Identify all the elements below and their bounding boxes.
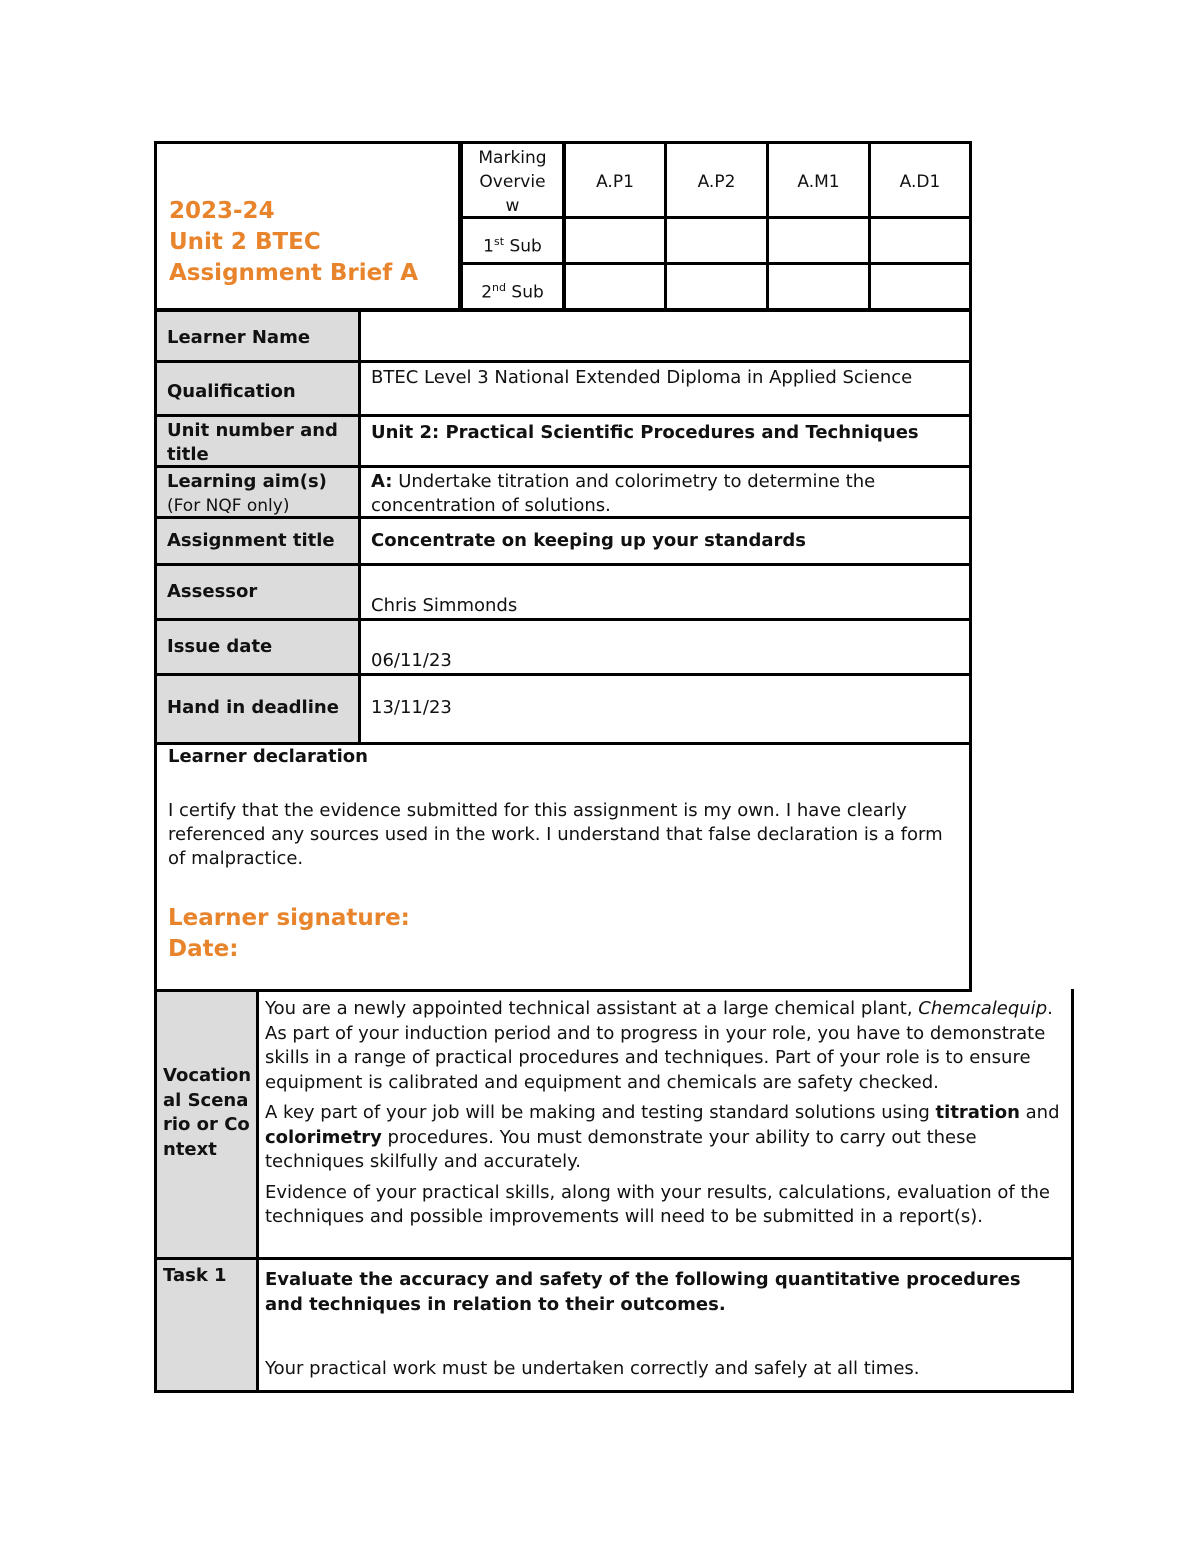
scenario-paragraph-1: You are a newly appointed technical assistant at a large chemical plant, Chemcalequip. As part of your induction period and to progress in your role, you have to demonstrate skills in a range of practical procedures and techniques. Part of your role is to ensure equipment is calibrated and equipment and chemicals are safety checked. [265,998,1053,1093]
scenario-paragraph-2: A key part of your job will be making and testing standard solutions using titration and colorimetry procedures. You must demonstrate your ability to carry out these techniques skilfully and accurately. [265,1102,1060,1172]
learning-aims-value: A: Undertake titration and colorimetry to determine the concentration of solutions. [358,465,972,519]
learner-signature-label[interactable]: Learner signature: [168,905,410,931]
criteria-am1: A.M1 [766,141,871,219]
second-sub-ap2-cell[interactable] [664,262,769,311]
brief-title: Assignment Brief A [169,260,419,286]
unit-number-value: Unit 2: Practical Scientific Procedures and Techniques [358,414,972,468]
second-submission-label: 2nd Sub [460,262,565,311]
task1-heading: Evaluate the accuracy and safety of the following quantitative procedures and techniques in relation to their outcomes. [265,1269,1021,1315]
scenario-content [256,989,1074,1260]
learning-aims-label: Learning aim(s) (For NQF only) [154,465,361,519]
marking-overview-label: Marking Overvie w [460,141,565,219]
task1-label: Task 1 [163,1265,227,1286]
first-sub-ap1-cell[interactable] [563,216,667,265]
second-sub-ad1-cell[interactable] [868,262,972,311]
assessor-value: Chris Simmonds [358,563,972,621]
unit-title: Unit 2 BTEC [169,229,321,255]
criteria-ap2: A.P2 [664,141,769,219]
declaration-heading: Learner declaration [168,746,368,767]
first-sub-am1-cell[interactable] [766,216,871,265]
assignment-title-label: Assignment title [154,516,361,566]
scenario-label: Vocational Scenario or Context [163,1065,252,1160]
first-sub-ap2-cell[interactable] [664,216,769,265]
second-sub-ap1-cell[interactable] [563,262,667,311]
scenario-label-cell [154,989,259,1260]
declaration-text: I certify that the evidence submitted for this assignment is my own. I have clearly referenced any sources used in the work. I understand that false declaration is a form of malpractice. [168,800,943,869]
first-submission-label: 1st Sub [460,216,565,265]
qualification-value: BTEC Level 3 National Extended Diploma in Applied Science [358,360,972,417]
learner-name-field[interactable] [358,309,972,363]
learner-name-label: Learner Name [154,309,361,363]
task1-content [256,1257,1074,1393]
criteria-ap1: A.P1 [563,141,667,219]
deadline-label: Hand in deadline [154,673,361,745]
assignment-title-value: Concentrate on keeping up your standards [358,516,972,566]
learner-declaration-box [154,742,972,992]
task1-label-cell [154,1257,259,1393]
criteria-ad1: A.D1 [868,141,972,219]
issue-date-label: Issue date [154,618,361,676]
year-title: 2023-24 [169,198,275,224]
date-label[interactable]: Date: [168,936,239,962]
task1-note: Your practical work must be undertaken correctly and safely at all times. [265,1358,920,1379]
issue-date-value: 06/11/23 [358,618,972,676]
title-cell [154,141,461,311]
unit-number-label: Unit number and title [154,414,361,468]
assessor-label: Assessor [154,563,361,621]
second-sub-am1-cell[interactable] [766,262,871,311]
deadline-value: 13/11/23 [358,673,972,745]
first-sub-ad1-cell[interactable] [868,216,972,265]
qualification-label: Qualification [154,360,361,417]
scenario-paragraph-3: Evidence of your practical skills, along with your results, calculations, evaluation of the techniques and possible improvements will need to be submitted in a report(s). [265,1181,1051,1227]
